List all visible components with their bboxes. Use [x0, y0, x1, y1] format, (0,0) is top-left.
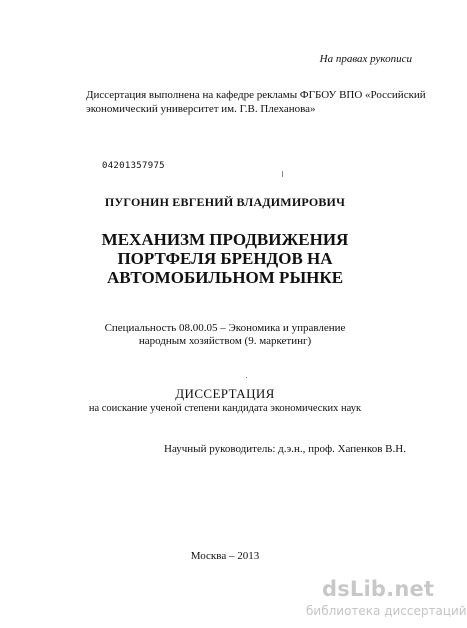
- logo-tld: .net: [386, 577, 435, 601]
- dissertation-type: [0, 386, 450, 414]
- title-line-3: АВТОМОБИЛЬНОМ РЫНКЕ: [106, 268, 344, 287]
- dslib-watermark: [306, 577, 467, 623]
- scan-mark: [282, 171, 283, 177]
- institution-statement: [86, 88, 426, 116]
- author-name: ПУГОНИН ЕВГЕНИЙ ВЛАДИМИРОВИЧ: [104, 195, 346, 209]
- degree-line: на соискание ученой степени кандидата экономических наук: [88, 403, 362, 414]
- scan-dot: [246, 377, 247, 378]
- institution-line-2: экономический университет им. Г.В. Плеханова»: [86, 103, 316, 115]
- title-line-1: МЕХАНИЗМ ПРОДВИЖЕНИЯ: [101, 230, 349, 249]
- scientific-supervisor: Научный руководитель: д.э.н., проф. Хапенков В.Н.: [164, 443, 406, 455]
- logo-main: dsLib: [322, 577, 387, 601]
- watermark-tagline: библиотека диссертаций: [306, 604, 467, 618]
- manuscript-rights-note: На правах рукописи: [319, 53, 412, 65]
- title-line-2: ПОРТФЕЛЯ БРЕНДОВ НА: [117, 249, 333, 268]
- institution-line-1: Диссертация выполнена на кафедре рекламы ФГБОУ ВПО «Российский: [86, 89, 426, 101]
- city-year: Москва – 2013: [190, 550, 260, 562]
- specialty-line-2: народным хозяйством (9. маркетинг): [138, 335, 312, 347]
- dissertation-title: [0, 230, 450, 287]
- specialty: [0, 322, 450, 348]
- specialty-line-1: Специальность 08.00.05 – Экономика и управление: [104, 322, 346, 334]
- dissertation-heading: ДИССЕРТАЦИЯ: [175, 386, 275, 401]
- dslib-logo: [322, 577, 434, 601]
- catalog-number: 04201357975: [102, 161, 165, 171]
